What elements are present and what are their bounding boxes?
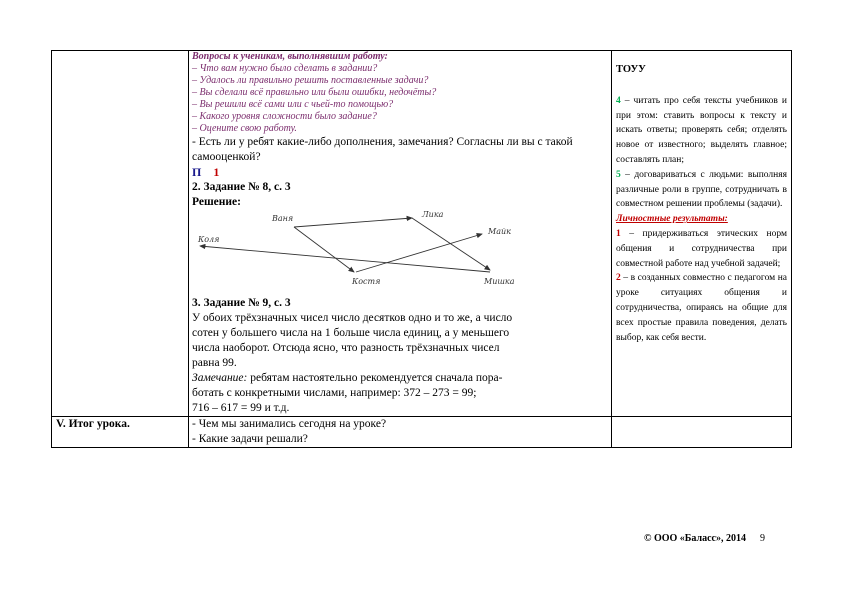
outcome-number: 4 xyxy=(616,95,621,106)
pi-letter: П xyxy=(192,165,202,179)
personal-results-heading: Личностные результаты: xyxy=(616,214,728,225)
page-footer xyxy=(644,533,765,544)
task3-title: 3. Задание № 9, с. 3 xyxy=(192,297,291,309)
table-row xyxy=(52,417,792,448)
stage-label: V. Итог урока. xyxy=(52,417,189,448)
outcome-item xyxy=(616,227,787,271)
summary-question: - Чем мы занимались сегодня на уроке? xyxy=(192,418,387,430)
task3-line: равна 99. xyxy=(192,357,237,369)
question-line: – Удалось ли правильно решить поставленные задачи? xyxy=(192,75,429,86)
question-line: – Какого уровня сложности было задание? xyxy=(192,111,377,122)
note-label: Замечание: xyxy=(192,372,248,384)
outcome-text: – придерживаться этических норм общения и сотрудничества при совместной работе над учебной задачей; xyxy=(616,228,787,269)
question-line: – Что вам нужно было сделать в задании? xyxy=(192,63,378,74)
copyright: © ООО «Баласс», 2014 xyxy=(644,533,746,544)
outcome-number: 1 xyxy=(616,228,621,239)
summary-question: - Какие задачи решали? xyxy=(192,433,308,445)
task2-title: 2. Задание № 8, с. 3 xyxy=(192,181,291,193)
question-line: – Вы решили всё сами или с чьей-то помощью? xyxy=(192,99,394,110)
name-mishka: Мишка xyxy=(484,277,515,286)
task3-line: числа наоборот. Отсюда ясно, что разность трёхзначных чисел xyxy=(192,342,500,354)
stage5-activity-cell xyxy=(189,417,612,448)
name-kostya: Костя xyxy=(352,277,381,286)
pi-number: 1 xyxy=(213,165,220,179)
name-vanya: Ваня xyxy=(272,214,294,223)
questions-heading: Вопросы к ученикам, выполнявшим работу: xyxy=(192,51,388,62)
pi-marker xyxy=(192,165,608,180)
stage-cell-empty xyxy=(52,51,189,417)
name-lika: Лика xyxy=(422,210,444,219)
names-diagram xyxy=(192,210,602,296)
stage5-outcomes-cell xyxy=(612,417,792,448)
outcome-number: 5 xyxy=(616,169,621,180)
task2-solution-label: Решение: xyxy=(192,196,241,208)
table-row xyxy=(52,51,792,417)
additions-question: - Есть ли у ребят какие-либо дополнения, замечания? Согласны ли вы с такой самооценкой? xyxy=(192,136,573,163)
task3-note-line: 716 – 617 = 99 и т.д. xyxy=(192,402,290,414)
question-line: – Вы сделали всё правильно или были ошибки, недочёты? xyxy=(192,87,437,98)
activity-cell xyxy=(189,51,612,417)
outcome-item xyxy=(616,168,787,212)
outcome-text: – договариваться с людьми: выполняя различные роли в группе, сотрудничать в совместном решении проблемы (задачи). xyxy=(616,169,787,210)
outcome-number: 2 xyxy=(616,273,621,284)
toyy-heading: ТОУУ xyxy=(616,64,646,75)
outcome-item xyxy=(616,271,787,345)
outcomes-cell xyxy=(612,51,792,417)
task3-note-line: ботать с конкретными числами, например: 372 – 273 = 99; xyxy=(192,387,477,399)
outcome-text: – читать про себя тексты учебников и при этом: ставить вопросы к тексту и искать ответы; проверять себя; отделять новое от известного; выделять главное; составлять план; xyxy=(616,95,787,165)
question-line: – Оцените свою работу. xyxy=(192,123,297,134)
name-kolya: Коля xyxy=(198,235,220,244)
note-text: ребятам настоятельно рекомендуется сначала пора- xyxy=(247,372,503,384)
name-mayk: Майк xyxy=(488,227,511,236)
task3-note xyxy=(192,371,608,386)
diagram-arrows xyxy=(192,210,602,296)
outcome-text: – в созданных совместно с педагогом на уроке ситуациях общения и сотрудничества, опираясь на общие для всех простые правила поведения, делать выбор, как себя вести. xyxy=(616,273,787,343)
task3-line: У обоих трёхзначных чисел число десятков одно и то же, а число xyxy=(192,312,513,324)
task3-line: сотен у большего числа на 1 больше числа единиц, а у меньшего xyxy=(192,327,510,339)
lesson-table xyxy=(51,50,792,448)
page-number: 9 xyxy=(760,533,765,544)
outcome-item xyxy=(616,94,787,168)
